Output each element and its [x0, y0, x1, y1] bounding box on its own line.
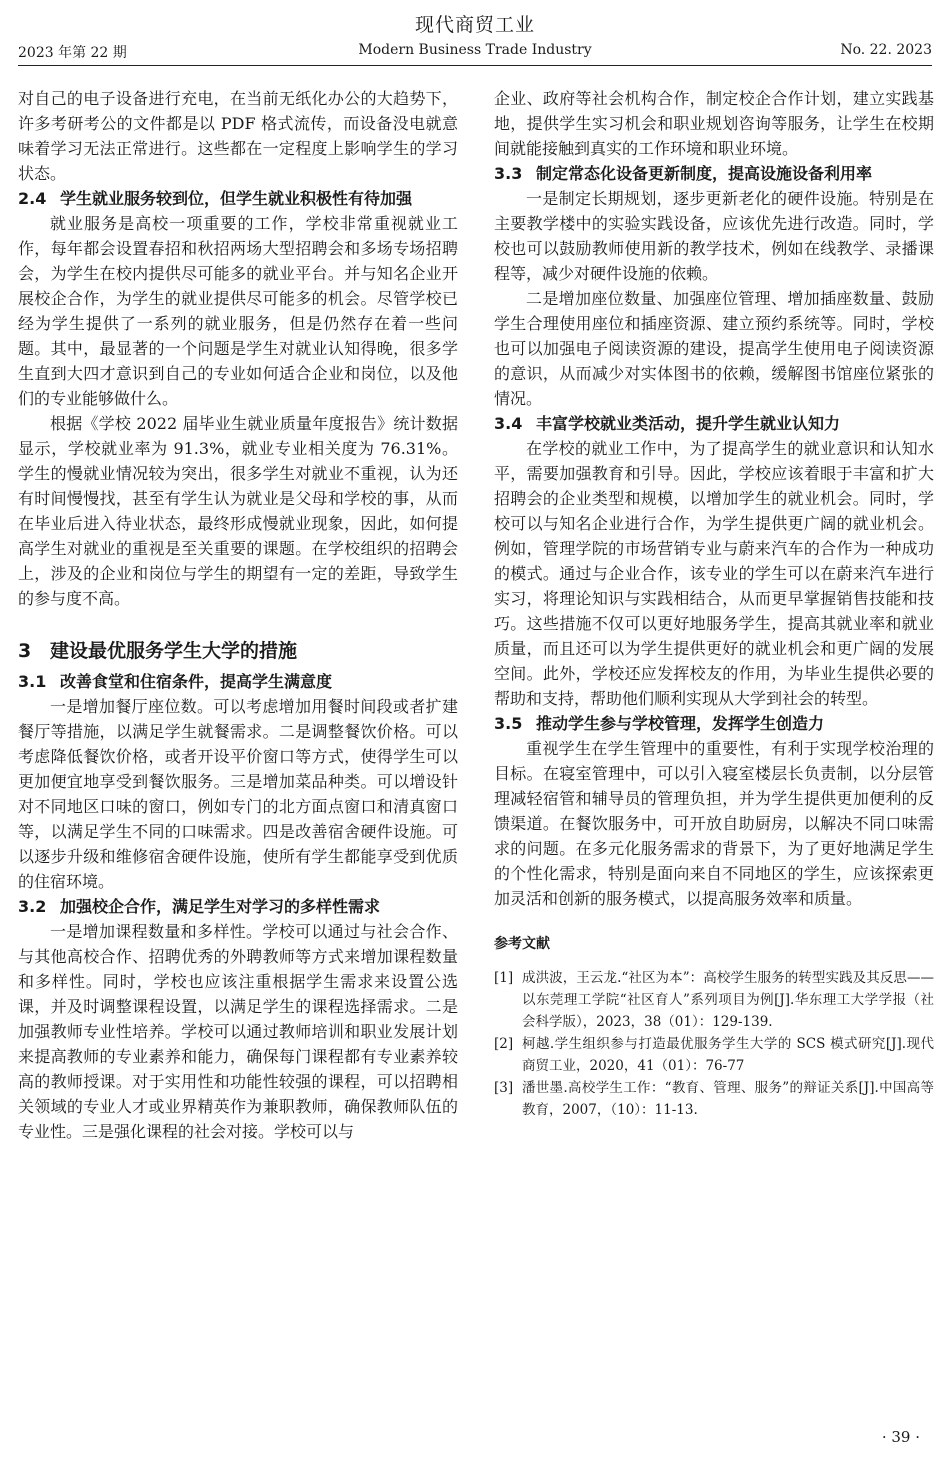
section-3-heading: [18, 637, 458, 665]
paragraph: 一是增加课程数量和多样性。学校可以通过与社会合作、与其他高校合作、招聘优秀的外聘教师等方式来增加课程数量和多样性。同时，学校也应该注重根据学生需求来设置公选课，并及时调整课程设置，以满足学生的课程选择需求。二是加强教师专业性培养。学校可以通过教师培训和职业发展计划来提高教师的专业素养和能力，确保每门课程都有专业素养较高的教师授课。对于实用性和功能性较强的课程，可以招聘相关领域的专业人才或业界精英作为兼职教师，确保教师队伍的专业性。三是强化课程的社会对接。学校可以与: [18, 922, 458, 1141]
reference-item: [494, 1033, 934, 1077]
paragraph: 一是增加餐厅座位数。可以考虑增加用餐时间段或者扩建餐厅等措施，以满足学生就餐需求。二是调整餐饮价格。可以考虑降低餐饮价格，或者开设平价窗口等方式，使得学生可以更加便宜地享受到餐饮服务。三是增加菜品种类。可以增设针对不同地区口味的窗口，例如专门的北方面点窗口和清真窗口等，以满足学生不同的口味需求。四是改善宿舍硬件设施。可以逐步升级和维修宿舍硬件设施，使所有学生都能享受到优质的住宿环境。: [18, 697, 458, 891]
section-title: 改善食堂和住宿条件，提高学生满意度: [60, 672, 333, 691]
section-3-5-heading: [494, 711, 934, 736]
running-header: [18, 42, 932, 64]
header-rule: [18, 65, 932, 66]
section-2-4-heading: [18, 186, 458, 211]
section-number: 2.4: [18, 189, 47, 208]
section-number: 3: [18, 640, 32, 662]
section-title: 学生就业服务较到位，但学生就业积极性有待加强: [60, 189, 413, 208]
paragraph: 重视学生在学生管理中的重要性，有利于实现学校治理的目标。在寝室管理中，可以引入寝室楼层长负责制，以分层管理减轻宿管和辅导员的管理负担，并为学生提供更加便利的反馈渠道。在餐饮服务中，可开放自助厨房，以解决不同口味需求的问题。在多元化服务需求的背景下，为了更好地满足学生的个性化需求，特别是面向来自不同地区的学生，应该探索更加灵活和创新的服务模式，以提高服务效率和质量。: [494, 739, 934, 908]
section-title: 推动学生参与学校管理，发挥学生创造力: [536, 714, 825, 733]
reference-number: [1]: [494, 970, 514, 986]
paragraph: 就业服务是高校一项重要的工作，学校非常重视就业工作，每年都会设置春招和秋招两场大型招聘会和多场专场招聘会，为学生在校内提供尽可能多的就业平台。并与知名企业开展校企合作，为学生的就业提供尽可能多的机会。尽管学校已经为学生提供了一系列的就业服务，但是仍然存在着一些问题。其中，最显著的一个问题是学生对就业认知得晚，很多学生直到大四才意识到自己的专业如何适合企业和岗位，以及他们的专业能够做什么。: [18, 214, 458, 408]
section-number: 3.4: [494, 414, 523, 433]
continued-paragraph: 对自己的电子设备进行充电，在当前无纸化办公的大趋势下，许多考研考公的文件都是以 PDF 格式流传，而设备没电就意味着学习无法正常进行。这些都在一定程度上影响学生的学习状态。: [18, 89, 458, 183]
journal-title: 现代商贸工业: [414, 14, 535, 36]
section-number: 3.2: [18, 897, 47, 916]
section-title: 加强校企合作，满足学生对学习的多样性需求: [60, 897, 381, 916]
section-3-4-heading: [494, 411, 934, 436]
issue-number: No. 22. 2023: [840, 42, 932, 58]
issue-label: 2023 年第 22 期: [18, 45, 127, 61]
section-number: 3.5: [494, 714, 523, 733]
journal-english-title: Modern Business Trade Industry: [358, 42, 592, 58]
paragraph: 根据《学校 2022 届毕业生就业质量年度报告》统计数据显示，学校就业率为 91.3%，就业专业相关度为 76.31%。学生的慢就业情况较为突出，很多学生对就业不重视，认为还有时间慢慢找，甚至有学生认为就业是父母和学校的事，从而在毕业后进入待业状态，最终形成慢就业现象，因此，如何提高学生对就业的重视是至关重要的课题。在学校组织的招聘会上，涉及的企业和岗位与学生的期望有一定的差距，导致学生的参与度不高。: [18, 414, 458, 608]
references-heading: 参考文献: [494, 936, 550, 952]
reference-text: 成洪波，王云龙.“社区为本”：高校学生服务的转型实践及其反思——以东莞理工学院“社区育人”系列项目为例[J].华东理工大学学报（社会科学版），2023，38（01）：129-139.: [522, 970, 934, 1030]
section-3-1-heading: [18, 669, 458, 694]
continued-paragraph: 企业、政府等社会机构合作，制定校企合作计划，建立实践基地，提供学生实习机会和职业规划咨询等服务，让学生在校期间就能接触到真实的工作环境和职业环境。: [494, 89, 934, 158]
section-3-3-heading: [494, 161, 934, 186]
reference-text: 柯越.学生组织参与打造最优服务学生大学的 SCS 模式研究[J].现代商贸工业，2020，41（01）：76-77: [522, 1036, 934, 1074]
page-number: · 39 ·: [881, 1428, 920, 1446]
section-number: 3.1: [18, 672, 47, 691]
left-column: [18, 86, 458, 1144]
reference-number: [3]: [494, 1080, 514, 1096]
section-3-2-heading: [18, 894, 458, 919]
reference-number: [2]: [494, 1036, 514, 1052]
section-title: 制定常态化设备更新制度，提高设施设备利用率: [536, 164, 873, 183]
paragraph: 二是增加座位数量、加强座位管理、增加插座数量、鼓励学生合理使用座位和插座资源、建立预约系统等。同时，学校也可以加强电子阅读资源的建设，提高学生使用电子阅读资源的意识，从而减少对实体图书的依赖，缓解图书馆座位紧张的情况。: [494, 289, 934, 408]
paragraph: 一是制定长期规划，逐步更新老化的硬件设施。特别是在主要教学楼中的实验实践设备，应该优先进行改造。同时，学校也可以鼓励教师使用新的教学技术，例如在线教学、录播课程等，减少对硬件设施的依赖。: [494, 189, 934, 283]
paragraph: 在学校的就业工作中，为了提高学生的就业意识和认知水平，需要加强教育和引导。因此，学校应该着眼于丰富和扩大招聘会的企业类型和规模，以增加学生的就业机会。同时，学校可以与知名企业进行合作，为学生提供更广阔的就业机会。例如，管理学院的市场营销专业与蔚来汽车的合作为一种成功的模式。通过与企业合作，该专业的学生可以在蔚来汽车进行实习，将理论知识与实践相结合，从而更早掌握销售技能和技巧。这些措施不仅可以更好地服务学生，提高其就业率和就业质量，而且还可以为学生提供更好的就业机会和更广阔的发展空间。此外，学校还应发挥校友的作用，为毕业生提供必要的帮助和支持，帮助他们顺利实现从大学到社会的转型。: [494, 439, 934, 708]
reference-item: [494, 1077, 934, 1121]
reference-item: [494, 967, 934, 1033]
right-column: [494, 86, 934, 1121]
reference-text: 潘世墨.高校学生工作：“教育、管理、服务”的辩证关系[J].中国高等教育，2007，（10）：11-13.: [522, 1080, 934, 1118]
section-title: 建设最优服务学生大学的措施: [50, 640, 298, 662]
section-number: 3.3: [494, 164, 523, 183]
section-title: 丰富学校就业类活动，提升学生就业认知力: [536, 414, 841, 433]
